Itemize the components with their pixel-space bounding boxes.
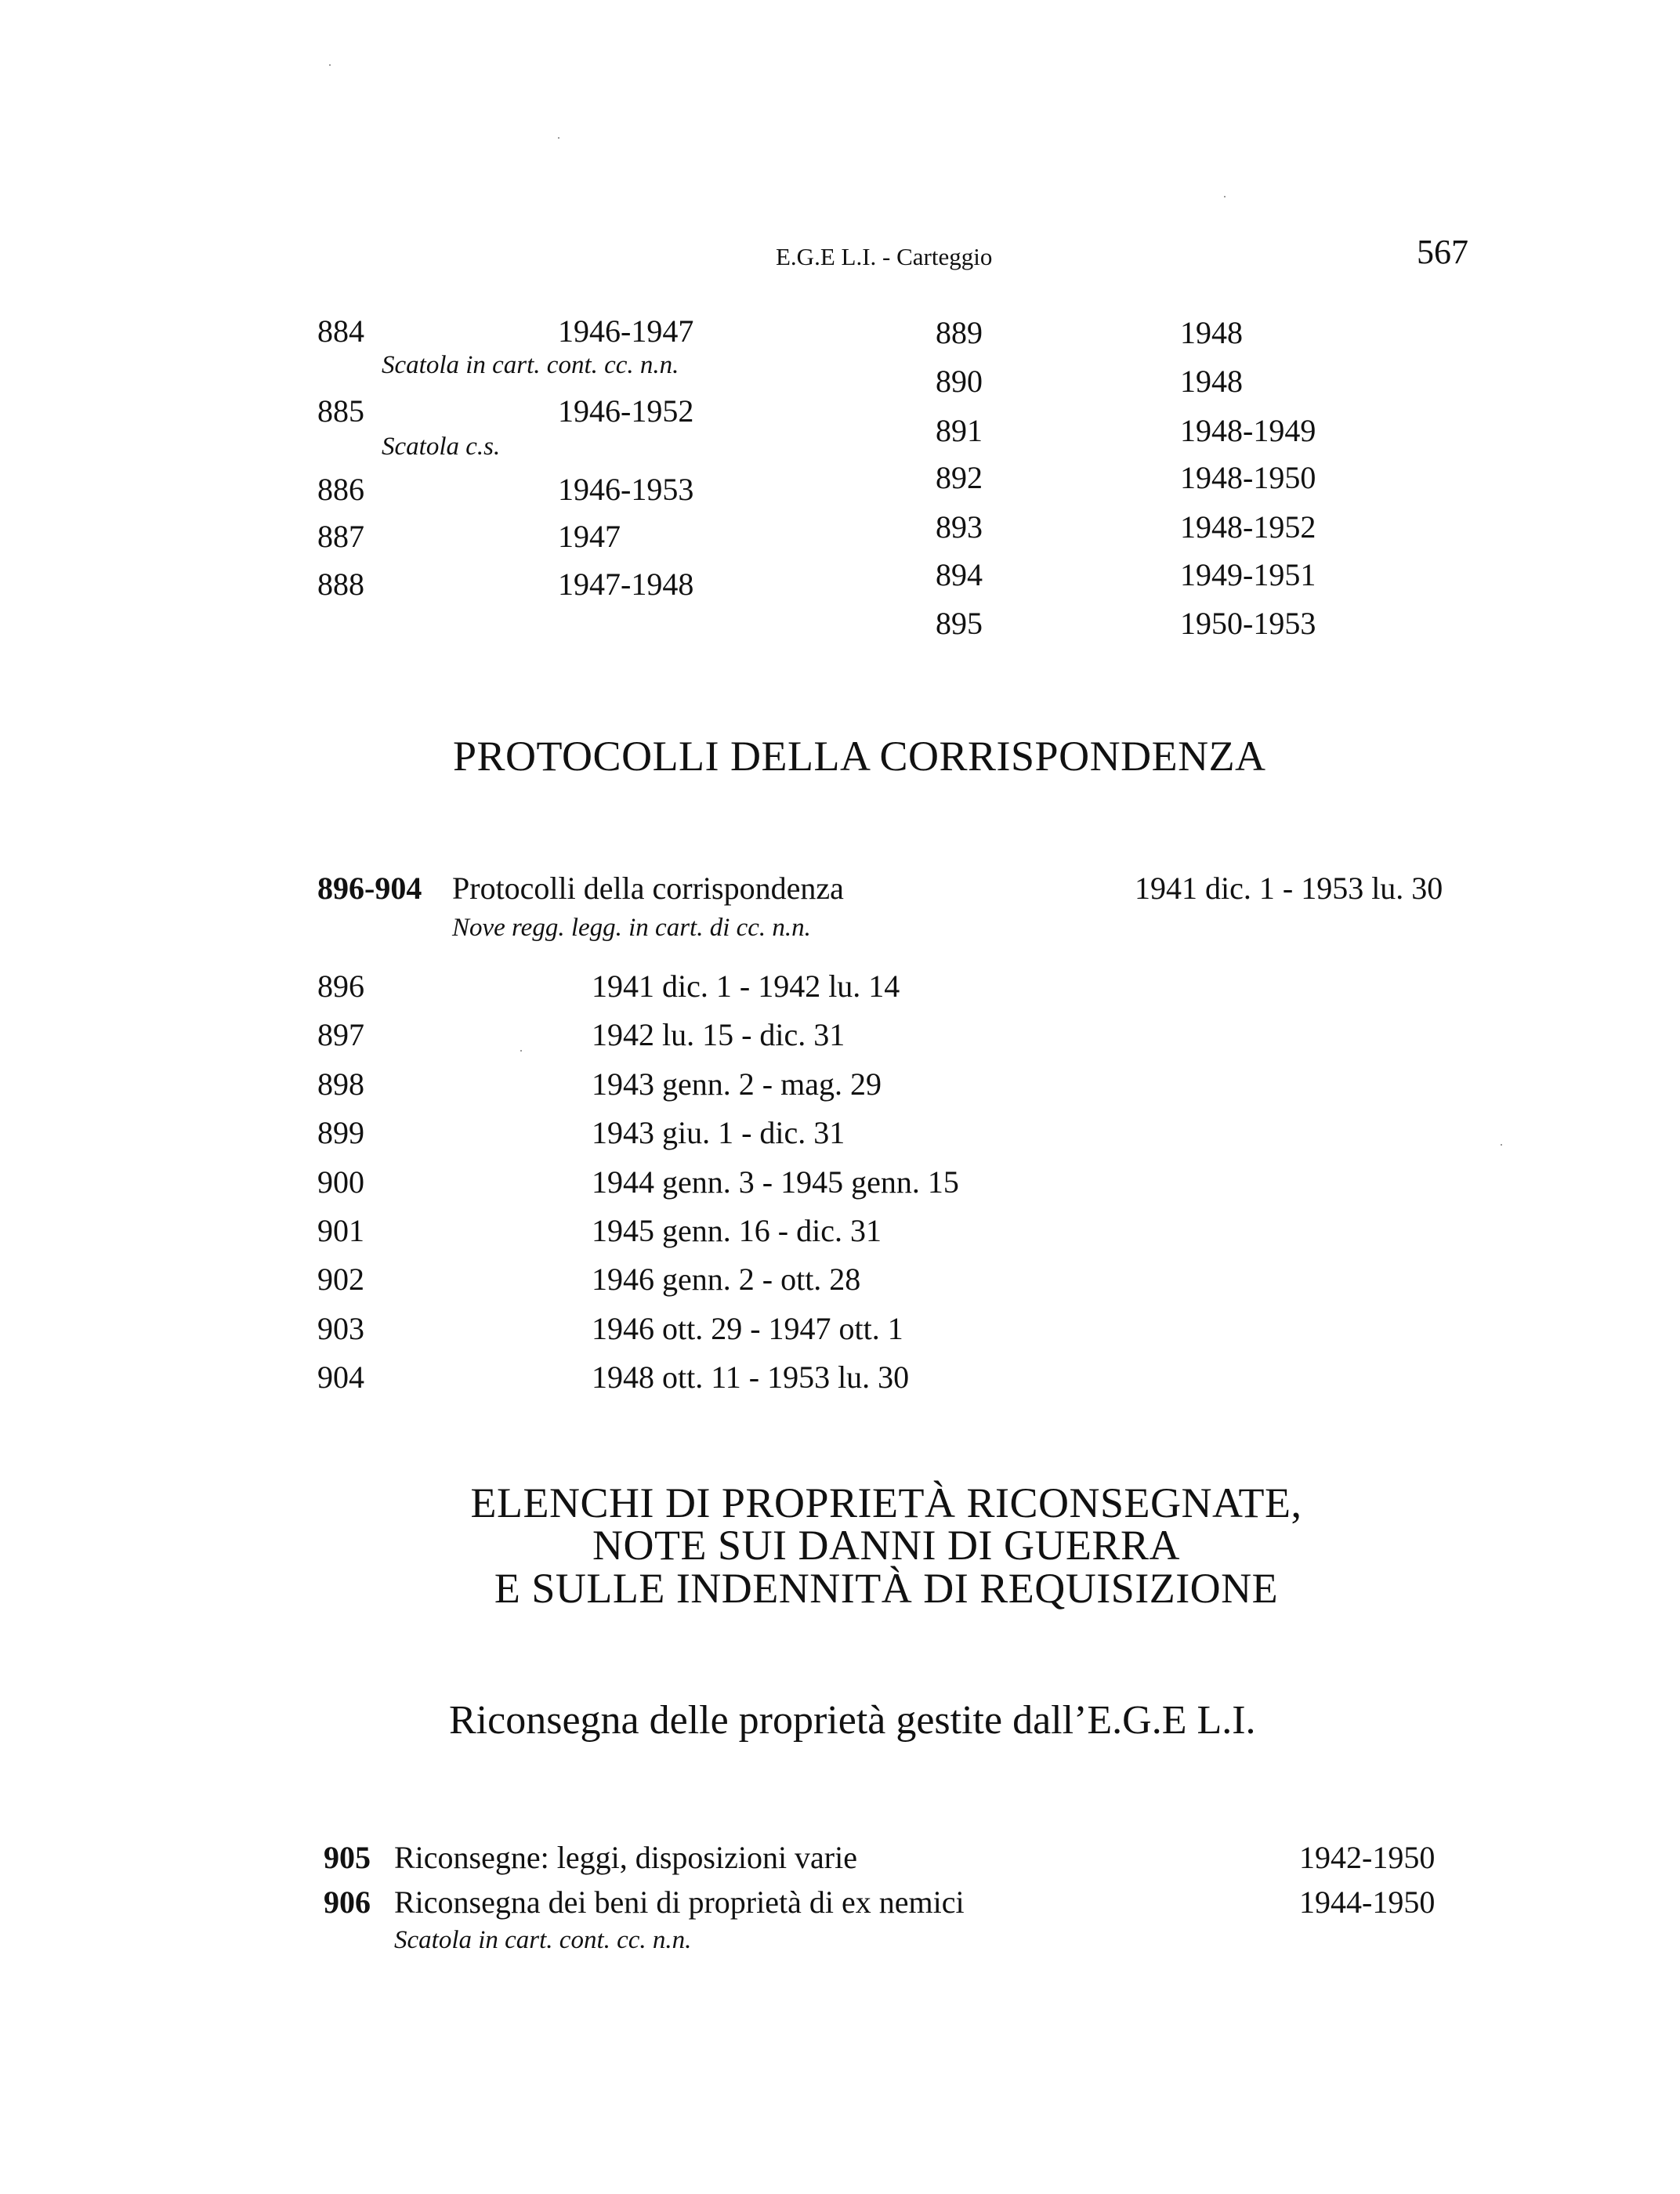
item-number: 884 bbox=[317, 313, 364, 349]
scan-speck bbox=[558, 137, 559, 139]
scan-speck bbox=[1501, 1144, 1502, 1146]
scan-speck bbox=[520, 1050, 522, 1052]
item-number: 887 bbox=[317, 519, 364, 554]
item-date: 1945 genn. 16 - dic. 31 bbox=[592, 1213, 882, 1248]
item-date: 1946-1952 bbox=[558, 393, 694, 429]
item-number: 893 bbox=[936, 509, 983, 545]
item-number: 889 bbox=[936, 315, 983, 350]
item-number: 905 bbox=[324, 1840, 371, 1875]
item-date: 1943 genn. 2 - mag. 29 bbox=[592, 1066, 882, 1102]
item-date: 1944 genn. 3 - 1945 genn. 15 bbox=[592, 1164, 959, 1200]
item-date: 1946-1953 bbox=[558, 472, 694, 507]
series-range: 896-904 bbox=[317, 871, 422, 906]
running-title: E.G.E L.I. - Carteggio bbox=[776, 243, 993, 270]
series-dates: 1941 dic. 1 - 1953 lu. 30 bbox=[1135, 871, 1443, 906]
heading-line: ELENCHI DI PROPRIETÀ RICONSEGNATE, bbox=[470, 1479, 1302, 1526]
item-date: 1946-1947 bbox=[558, 313, 694, 349]
item-date: 1948-1950 bbox=[1180, 460, 1316, 495]
item-date: 1948 ott. 11 - 1953 lu. 30 bbox=[592, 1359, 910, 1395]
item-date: 1950-1953 bbox=[1180, 606, 1316, 641]
scan-speck bbox=[329, 64, 331, 66]
page-number: 567 bbox=[1417, 233, 1468, 271]
item-note: Scatola in cart. cont. cc. n.n. bbox=[394, 1926, 692, 1954]
item-number: 904 bbox=[317, 1359, 364, 1395]
item-number: 896 bbox=[317, 968, 364, 1004]
item-dates: 1942-1950 bbox=[1299, 1840, 1436, 1875]
item-number: 885 bbox=[317, 393, 364, 429]
item-number: 894 bbox=[936, 557, 983, 592]
item-number: 892 bbox=[936, 460, 983, 495]
heading-line: NOTE SUI DANNI DI GUERRA bbox=[592, 1522, 1180, 1569]
subheading-riconsegna: Riconsegna delle proprietà gestite dall’E.G.E L.I. bbox=[449, 1698, 1256, 1743]
item-date: 1948-1949 bbox=[1180, 413, 1316, 448]
item-date: 1943 giu. 1 - dic. 31 bbox=[592, 1115, 845, 1150]
heading-line: E SULLE INDENNITÀ DI REQUISIZIONE bbox=[494, 1565, 1279, 1612]
item-number: 890 bbox=[936, 364, 983, 399]
item-number: 888 bbox=[317, 567, 364, 602]
item-number: 891 bbox=[936, 413, 983, 448]
item-date: 1948-1952 bbox=[1180, 509, 1316, 545]
item-date: 1941 dic. 1 - 1942 lu. 14 bbox=[592, 968, 900, 1004]
series-note: Nove regg. legg. in cart. di cc. n.n. bbox=[452, 914, 811, 942]
item-number: 900 bbox=[317, 1164, 364, 1200]
item-date: 1946 genn. 2 - ott. 28 bbox=[592, 1262, 861, 1297]
item-number: 902 bbox=[317, 1262, 364, 1297]
item-title: Riconsegna dei beni di proprietà di ex nemici bbox=[394, 1884, 965, 1920]
item-date: 1948 bbox=[1180, 315, 1243, 350]
item-date: 1947 bbox=[558, 519, 621, 554]
item-number: 886 bbox=[317, 472, 364, 507]
item-number: 899 bbox=[317, 1115, 364, 1150]
item-dates: 1944-1950 bbox=[1299, 1884, 1436, 1920]
item-date: 1942 lu. 15 - dic. 31 bbox=[592, 1017, 845, 1052]
item-number: 897 bbox=[317, 1017, 364, 1052]
item-number: 898 bbox=[317, 1066, 364, 1102]
item-number: 895 bbox=[936, 606, 983, 641]
item-title: Riconsegne: leggi, disposizioni varie bbox=[394, 1840, 857, 1875]
item-note: Scatola in cart. cont. cc. n.n. bbox=[382, 351, 679, 379]
scan-speck bbox=[1224, 196, 1226, 197]
item-number: 906 bbox=[324, 1884, 371, 1920]
series-title: Protocolli della corrispondenza bbox=[452, 871, 844, 906]
item-date: 1948 bbox=[1180, 364, 1243, 399]
item-date: 1947-1948 bbox=[558, 567, 694, 602]
item-note: Scatola c.s. bbox=[382, 433, 501, 461]
item-date: 1949-1951 bbox=[1180, 557, 1316, 592]
item-number: 903 bbox=[317, 1311, 364, 1346]
section-heading-protocolli: PROTOCOLLI DELLA CORRISPONDENZA bbox=[453, 733, 1266, 780]
item-date: 1946 ott. 29 - 1947 ott. 1 bbox=[592, 1311, 903, 1346]
item-number: 901 bbox=[317, 1213, 364, 1248]
